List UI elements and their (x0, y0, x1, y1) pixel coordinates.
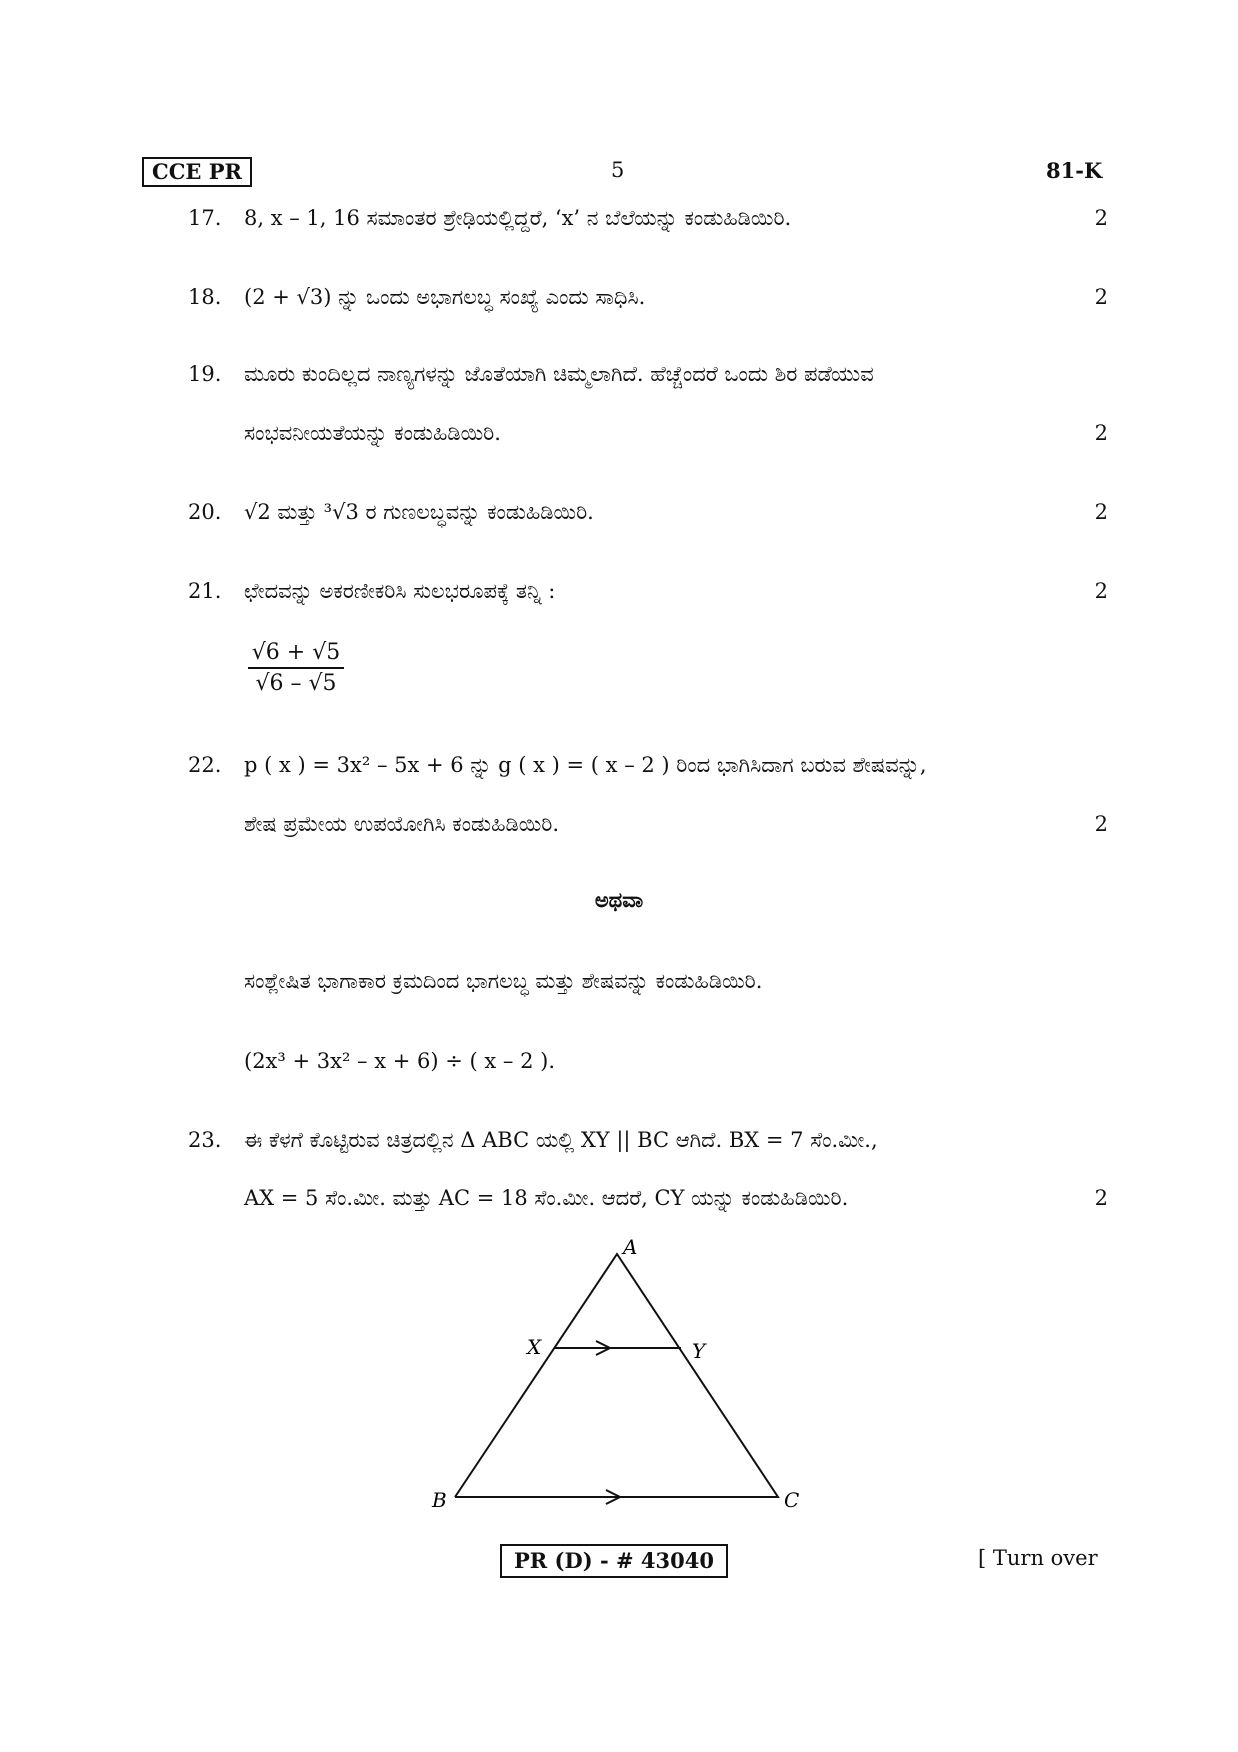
label-a: A (623, 1235, 638, 1259)
question-19-cont (188, 418, 1108, 448)
question-text: √2 ಮತ್ತು ³√3 ರ ಗುಣಲಬ್ಧವನ್ನು ಕಂಡುಹಿಡಿಯಿರಿ. (244, 500, 594, 524)
question-number: 18. (188, 285, 222, 309)
question-text-cont: AX = 5 ಸೆಂ.ಮೀ. ಮತ್ತು AC = 18 ಸೆಂ.ಮೀ. ಆದರೆ, CY ಯನ್ನು ಕಂಡುಹಿಡಿಯಿರಿ. (244, 1186, 849, 1210)
question-18 (188, 282, 1108, 312)
page-number: 5 (611, 158, 625, 182)
label-b: B (432, 1488, 447, 1512)
question-number: 17. (188, 206, 222, 230)
label-c: C (784, 1488, 800, 1512)
label-y: Y (692, 1339, 706, 1363)
question-text: p ( x ) = 3x² – 5x + 6 ನ್ನು g ( x ) = ( x – 2 ) ರಿಂದ ಭಾಗಿಸಿದಾಗ ಬರುವ ಶೇಷವನ್ನು, (244, 753, 927, 777)
triangle-figure (420, 1232, 820, 1522)
turn-over: [ Turn over (978, 1546, 1098, 1570)
question-23-cont (188, 1183, 1108, 1213)
question-text: 8, x – 1, 16 ಸಮಾಂತರ ಶ್ರೇಢಿಯಲ್ಲಿದ್ದರೆ, ‘x’ ನ ಬೆಲೆಯನ್ನು ಕಂಡುಹಿಡಿಯಿರಿ. (244, 206, 792, 230)
question-marks: 2 (1094, 579, 1108, 603)
question-number: 23. (188, 1128, 222, 1152)
question-19 (188, 359, 1108, 389)
question-21 (188, 576, 1108, 606)
question-text: (2 + √3) ನ್ನು ಒಂದು ಅಭಾಗಲಬ್ಧ ಸಂಖ್ಯೆ ಎಂದು ಸಾಧಿಸಿ. (244, 285, 646, 309)
question-marks: 2 (1094, 285, 1108, 309)
question-22 (188, 750, 1108, 780)
question-text: ಛೇದವನ್ನು ಅಕರಣೀಕರಿಸಿ ಸುಲಭರೂಪಕ್ಕೆ ತನ್ನಿ : (244, 579, 556, 603)
alt-expression: (2x³ + 3x² – x + 6) ÷ ( x – 2 ). (244, 1049, 555, 1073)
question-text-cont: ಶೇಷ ಪ್ರಮೇಯ ಉಪಯೋಗಿಸಿ ಕಂಡುಹಿಡಿಯಿರಿ. (244, 812, 560, 836)
triangle-abc (455, 1254, 778, 1497)
header-code-box: CCE PR (142, 157, 252, 187)
question-text-cont: ಸಂಭವನೀಯತೆಯನ್ನು ಕಂಡುಹಿಡಿಯಿರಿ. (244, 421, 501, 445)
label-x: X (527, 1335, 542, 1359)
question-number: 19. (188, 362, 222, 386)
question-text: ಮೂರು ಕುಂದಿಲ್ಲದ ನಾಣ್ಯಗಳನ್ನು ಜೊತೆಯಾಗಿ ಚಿಮ್ಮಲಾಗಿದೆ. ಹೆಚ್ಚೆಂದರೆ ಒಂದು ಶಿರ ಪಡೆಯುವ (244, 362, 874, 386)
question-number: 21. (188, 579, 222, 603)
question-text: ಈ ಕೆಳಗೆ ಕೊಟ್ಟಿರುವ ಚಿತ್ರದಲ್ಲಿನ Δ ABC ಯಲ್ಲಿ XY || BC ಆಗಿದೆ. BX = 7 ಸೆಂ.ಮೀ., (244, 1128, 878, 1152)
question-23 (188, 1125, 1108, 1155)
question-marks: 2 (1094, 812, 1108, 836)
question-20 (188, 497, 1108, 527)
question-22-cont (188, 809, 1108, 839)
question-marks: 2 (1094, 421, 1108, 445)
footer-code-box: PR (D) - # 43040 (500, 1544, 728, 1578)
paper-code: 81-K (1046, 158, 1103, 183)
question-marks: 2 (1094, 500, 1108, 524)
question-number: 22. (188, 753, 222, 777)
question-marks: 2 (1094, 1186, 1108, 1210)
question-17 (188, 203, 1108, 233)
question-number: 20. (188, 500, 222, 524)
fraction (248, 640, 344, 696)
fraction-denominator: √6 – √5 (255, 671, 337, 696)
fraction-numerator: √6 + √5 (248, 640, 344, 669)
alt-question-text: ಸಂಶ್ಲೇಷಿತ ಭಾಗಾಕಾರ ಕ್ರಮದಿಂದ ಭಾಗಲಬ್ಧ ಮತ್ತು ಶೇಷವನ್ನು ಕಂಡುಹಿಡಿಯಿರಿ. (244, 969, 763, 993)
question-marks: 2 (1094, 206, 1108, 230)
or-label: ಅಥವಾ (594, 887, 644, 912)
